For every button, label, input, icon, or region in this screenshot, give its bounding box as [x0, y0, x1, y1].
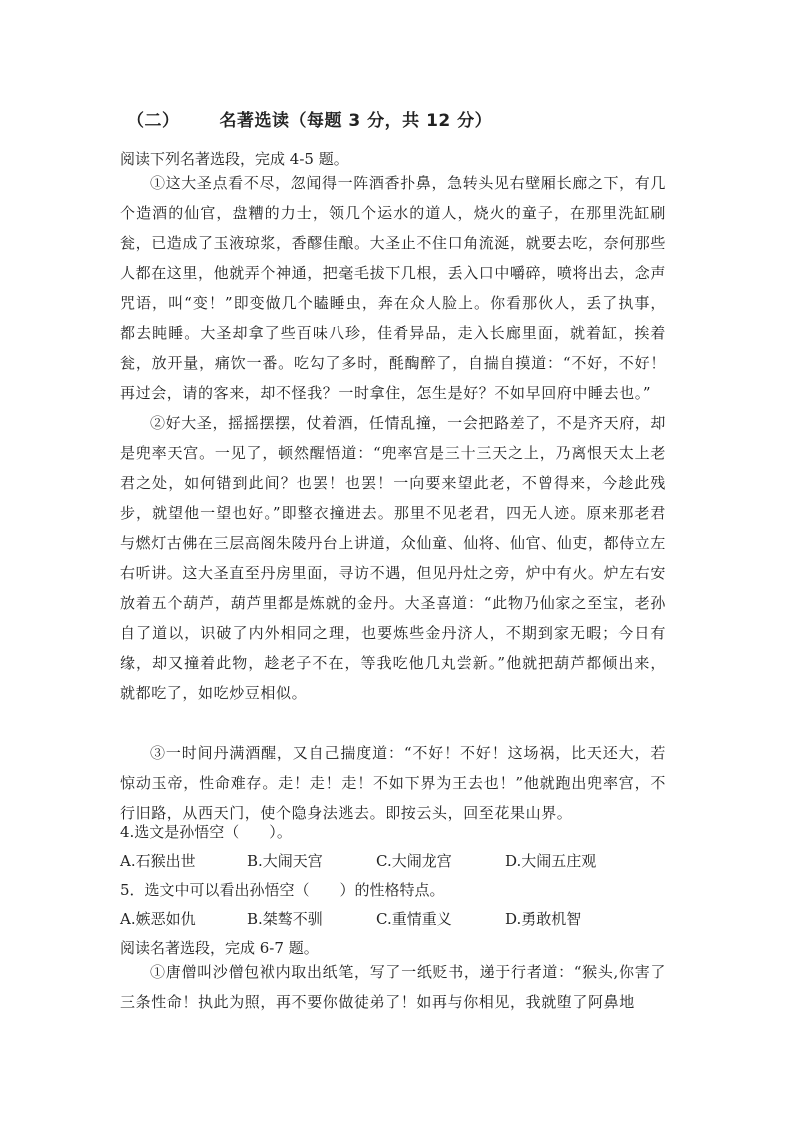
q5-option-b: B.桀骜不驯 — [247, 910, 323, 928]
q5-option-d: D.勇敢机智 — [505, 910, 582, 928]
q4-option-c: C.大闹龙宫 — [376, 852, 452, 870]
passage1-paragraph-2: ②好大圣，摇摇摆摆，仗着酒，任情乱撞，一会把路差了，不是齐天府，却是兜率天宫。一见了，顿然醒悟道：“兜率宫是三十三天之上，乃离恨天太上老君之处，如何错到此间？也罢！也罢！一向要来望此老，不曾得来，今趁此残步，就望他一望也好。”即整衣撞进去。那里不见老君，四无人迹。原来那老君与燃灯古佛在三层高阁朱陵丹台上讲道，众仙童、仙将、仙官、仙吏，都侍立左右听讲。这大圣直至丹房里面，寻访不遇，但见丹灶之旁，炉中有火。炉左右安放着五个葫芦，葫芦里都是炼就的金丹。大圣喜道：“此物乃仙家之至宝，老孙自了道以，识破了内外相同之理，也要炼些金丹济人，不期到家无暇；今日有缘，却又撞着此物，趁老子不在，等我吃他几丸尝新。”他就把葫芦都倾出来，就都吃了，如吃炒豆相似。 — [120, 414, 667, 702]
instruction-q4-5: 阅读下列名著选段，完成 4-5 题。 — [120, 150, 349, 168]
passage1-paragraph-3: ③一时间丹满酒醒，又自己揣度道：“不好！不好！这场祸，比天还大，若惊动玉帝，性命难存。走！走！走！不如下界为王去也！”他就跑出兜率宫，不行旧路，从西天门，使个隐身法逃去。即按云头，回至花果山界。 — [120, 744, 666, 822]
section-heading — [127, 106, 492, 131]
section-title: 名著选读（每题 3 分，共 12 分） — [219, 111, 493, 131]
passage2-paragraph-1: ①唐僧叫沙僧包袱内取出纸笔，写了一纸贬书，递于行者道：“猴头,你害了三条性命！执此为照，再不要你做徒弟了！如再与你相见，我就堕了阿鼻地 — [120, 963, 666, 1011]
q4-option-d: D.大闹五庄观 — [505, 852, 597, 870]
question-5-stem: 5．选文中可以看出孙悟空（ ）的性格特点。 — [120, 881, 445, 899]
instruction-q6-7: 阅读名著选段，完成 6-7 题。 — [120, 939, 319, 957]
question-4-stem: 4.选文是孙悟空（ ）。 — [120, 823, 292, 841]
q4-option-a: A.石猴出世 — [120, 852, 196, 870]
q5-option-a: A.嫉恶如仇 — [120, 910, 196, 928]
passage1-paragraph-1: ①这大圣点看不尽，忽闻得一阵酒香扑鼻，急转头见右壁厢长廊之下，有几个造酒的仙官，盘糟的力士，领几个运水的道人，烧火的童子，在那里洗缸刷瓮，已造成了玉液琼浆，香醪佳酿。大圣止不住口角流涎，就要去吃，奈何那些人都在这里，他就弄个神通，把毫毛拔下几根，丢入口中嚼碎，喷将出去，念声咒语，叫“变！”即变做几个瞌睡虫，奔在众人脸上。你看那伙人，丢了执事，都去盹睡。大圣却拿了些百味八珍，佳肴异品，走入长廊里面，就着缸，挨着瓮，放开量，痛饮一番。吃勾了多时，酕醄醉了，自揣自摸道：“不好，不好！再过会，请的客来，却不怪我？一时拿住，怎生是好？不如早回府中睡去也。” — [120, 174, 667, 402]
q4-option-b: B.大闹天宫 — [247, 852, 323, 870]
q5-option-c: C.重情重义 — [376, 910, 452, 928]
section-number: （二） — [127, 111, 180, 131]
